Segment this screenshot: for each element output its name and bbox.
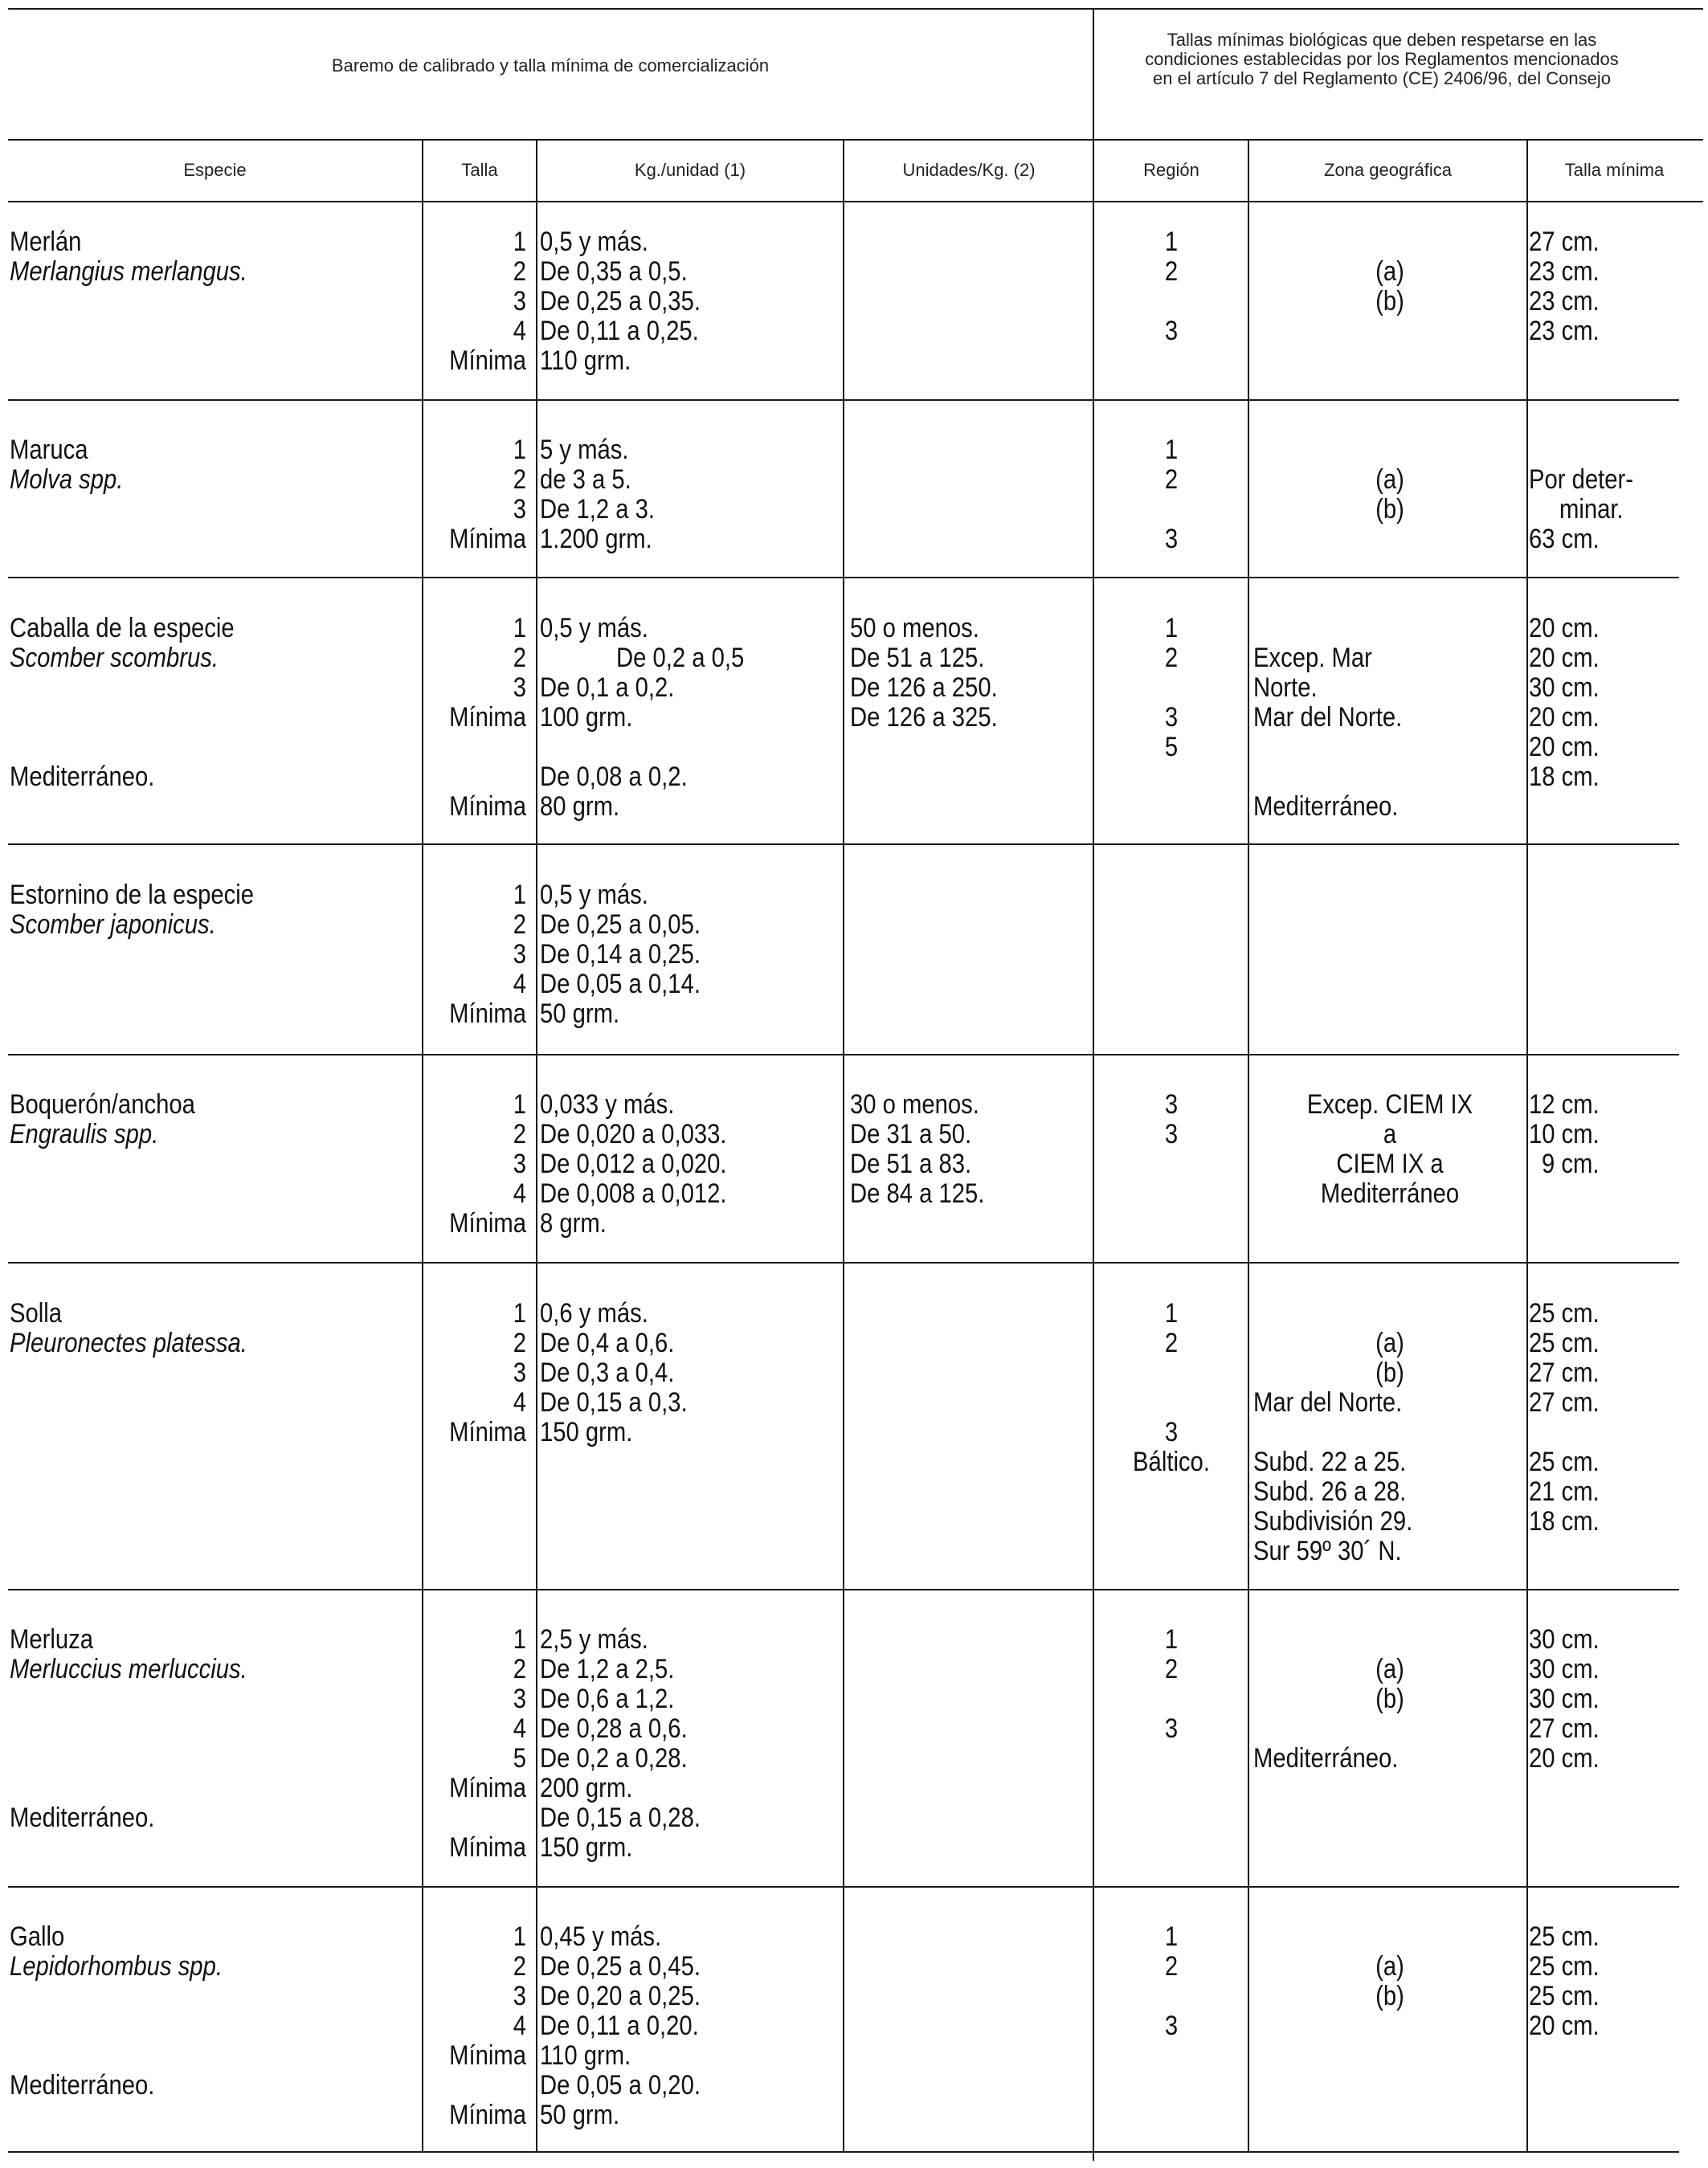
cell-talla: 4 xyxy=(513,969,526,999)
cell-talla: Mínima xyxy=(449,791,526,822)
species-scientific-name: Scomber scombrus. xyxy=(10,643,219,673)
cell-especie: Mediterráneo. xyxy=(10,761,155,792)
cell-region: 3 xyxy=(1164,702,1179,733)
cell-kg: 0,5 y más. xyxy=(540,227,648,257)
column-divider xyxy=(422,139,423,2152)
cell-talla: Mínima xyxy=(449,1773,526,1803)
cell-kg: 50 grm. xyxy=(540,998,620,1029)
cell-region: 3 xyxy=(1164,2011,1179,2041)
cell-kg: De 0,1 a 0,2. xyxy=(540,672,675,703)
cell-region: 1 xyxy=(1164,227,1179,257)
cell-region: 1 xyxy=(1164,435,1179,465)
cell-region: 1 xyxy=(1164,613,1179,643)
cell-kg: De 0,11 a 0,20. xyxy=(540,2011,699,2041)
cell-talla: 2 xyxy=(513,1119,526,1149)
cell-kg: De 0,020 a 0,033. xyxy=(540,1119,727,1149)
cell-zona: Excep. Mar xyxy=(1253,643,1372,673)
cell-kg: 110 grm. xyxy=(540,2040,631,2071)
cell-kg: De 1,2 a 3. xyxy=(540,494,656,525)
cell-talla-min: 9 cm. xyxy=(1542,1149,1600,1179)
cell-talla: 1 xyxy=(513,1089,526,1120)
col-header-unidades-kg: Unidades/Kg. (2) xyxy=(902,160,1036,180)
cell-unidades: De 51 a 125. xyxy=(850,643,985,673)
cell-talla: 4 xyxy=(513,1178,526,1209)
cell-kg: De 0,012 a 0,020. xyxy=(540,1149,727,1179)
cell-kg: 150 grm. xyxy=(540,1417,633,1447)
cell-talla: Mínima xyxy=(449,1208,526,1239)
cell-talla: 2 xyxy=(513,1328,526,1358)
cell-especie: Gallo xyxy=(10,1921,65,1952)
cell-region: 3 xyxy=(1164,1119,1179,1149)
cell-zona: Mediterráneo xyxy=(1320,1178,1460,1209)
cell-especie: Mediterráneo. xyxy=(10,2070,155,2101)
cell-talla-min: 27 cm. xyxy=(1529,1713,1600,1744)
cell-kg: De 0,05 a 0,20. xyxy=(540,2070,701,2101)
cell-talla-min: 25 cm. xyxy=(1529,1921,1600,1952)
cell-talla: 2 xyxy=(513,909,526,940)
cell-kg: De 0,15 a 0,28. xyxy=(540,1803,701,1833)
cell-talla-min: 18 cm. xyxy=(1529,1506,1600,1537)
cell-region: 1 xyxy=(1164,1298,1179,1329)
cell-kg: De 0,15 a 0,3. xyxy=(540,1387,688,1418)
cell-talla: 4 xyxy=(513,316,526,346)
cell-talla: 1 xyxy=(513,227,526,257)
cell-kg: 0,5 y más. xyxy=(540,880,648,910)
cell-unidades: De 84 a 125. xyxy=(850,1178,985,1209)
cell-kg: 0,6 y más. xyxy=(540,1298,648,1329)
species-scientific-name: Engraulis spp. xyxy=(10,1119,159,1149)
cell-talla: 1 xyxy=(513,613,526,643)
cell-unidades: De 126 a 250. xyxy=(850,672,998,703)
header-group-left: Baremo de calibrado y talla mínima de comercialización xyxy=(331,55,770,76)
cell-talla: 3 xyxy=(513,939,526,970)
cell-region: 1 xyxy=(1164,1624,1179,1655)
col-header-talla-minima: Talla mínima xyxy=(1564,160,1665,180)
cell-zona: (a) xyxy=(1375,1654,1404,1684)
cell-kg: 2,5 y más. xyxy=(540,1624,648,1655)
cell-region: 3 xyxy=(1164,316,1179,346)
cell-kg: 80 grm. xyxy=(540,791,620,822)
cell-zona: (b) xyxy=(1375,1981,1404,2011)
col-header-especie: Especie xyxy=(183,160,247,180)
cell-region: 2 xyxy=(1164,1328,1179,1358)
cell-region: 3 xyxy=(1164,1089,1179,1120)
cell-talla-min: 20 cm. xyxy=(1529,702,1600,733)
cell-especie: Maruca xyxy=(10,435,88,465)
col-header-zona-geografica: Zona geográfica xyxy=(1324,160,1452,180)
cell-talla: 1 xyxy=(513,1298,526,1329)
cell-talla-min: 23 cm. xyxy=(1529,316,1600,346)
cell-kg: De 0,25 a 0,35. xyxy=(540,286,701,316)
cell-talla: Mínima xyxy=(449,345,526,376)
cell-talla: 3 xyxy=(513,1358,526,1388)
cell-zona: Mediterráneo. xyxy=(1253,1743,1399,1774)
cell-talla: 2 xyxy=(513,643,526,673)
cell-unidades: De 126 a 325. xyxy=(850,702,998,733)
cell-talla-min: 30 cm. xyxy=(1529,672,1600,703)
col-header-kg-unidad: Kg./unidad (1) xyxy=(634,160,746,180)
cell-kg: De 0,3 a 0,4. xyxy=(540,1358,675,1388)
cell-kg: 200 grm. xyxy=(540,1773,633,1803)
species-scientific-name: Molva spp. xyxy=(10,464,124,495)
cell-talla-min: 25 cm. xyxy=(1529,1981,1600,2011)
cell-region: Báltico. xyxy=(1133,1447,1210,1477)
cell-zona: Subd. 22 a 25. xyxy=(1253,1447,1407,1477)
cell-zona: (a) xyxy=(1375,1328,1404,1358)
cell-region: 3 xyxy=(1164,1713,1179,1744)
cell-region: 2 xyxy=(1164,464,1179,495)
cell-talla-min: 20 cm. xyxy=(1529,613,1600,643)
cell-talla-min: 23 cm. xyxy=(1529,286,1600,316)
cell-talla-min: 30 cm. xyxy=(1529,1624,1600,1655)
cell-zona: Subdivisión 29. xyxy=(1253,1506,1413,1537)
cell-zona: a xyxy=(1383,1119,1397,1149)
cell-talla: 1 xyxy=(513,1921,526,1952)
cell-talla: Mínima xyxy=(449,702,526,733)
cell-kg: De 0,25 a 0,05. xyxy=(540,909,701,940)
cell-kg: De 0,35 a 0,5. xyxy=(540,256,688,287)
cell-talla-min: 27 cm. xyxy=(1529,1358,1600,1388)
cell-especie: Mediterráneo. xyxy=(10,1803,155,1833)
cell-region: 3 xyxy=(1164,1417,1179,1447)
cell-talla-min: 10 cm. xyxy=(1529,1119,1600,1149)
cell-talla: 1 xyxy=(513,435,526,465)
cell-kg: De 0,2 a 0,5 xyxy=(616,643,745,673)
species-scientific-name: Merluccius merluccius. xyxy=(10,1654,247,1684)
cell-kg: De 0,2 a 0,28. xyxy=(540,1743,688,1774)
species-scientific-name: Lepidorhombus spp. xyxy=(10,1951,223,1982)
cell-talla: 4 xyxy=(513,2011,526,2041)
cell-talla: Mínima xyxy=(449,2040,526,2071)
species-scientific-name: Merlangius merlangus. xyxy=(10,256,247,287)
cell-zona: Subd. 26 a 28. xyxy=(1253,1476,1407,1507)
cell-kg: De 0,11 a 0,25. xyxy=(540,316,699,346)
header-group-rule xyxy=(8,139,1703,141)
cell-kg: de 3 a 5. xyxy=(540,464,631,495)
cell-unidades: 30 o menos. xyxy=(850,1089,979,1120)
cell-zona: (b) xyxy=(1375,494,1404,525)
cell-zona: (a) xyxy=(1375,256,1404,287)
cell-talla: Mínima xyxy=(449,1832,526,1863)
cell-talla: 3 xyxy=(513,494,526,525)
cell-talla-min: 25 cm. xyxy=(1529,1298,1600,1329)
cell-talla-min: 27 cm. xyxy=(1529,227,1600,257)
cell-especie: Caballa de la especie xyxy=(10,613,235,643)
cell-talla-min: 21 cm. xyxy=(1529,1476,1600,1507)
cell-region: 5 xyxy=(1164,732,1179,762)
cell-talla-min: 25 cm. xyxy=(1529,1447,1600,1477)
cell-region: 3 xyxy=(1164,524,1179,554)
column-divider xyxy=(1093,8,1094,2161)
cell-zona: (b) xyxy=(1375,286,1404,316)
cell-talla: 3 xyxy=(513,1981,526,2011)
cell-zona: Norte. xyxy=(1253,672,1318,703)
cell-zona: (b) xyxy=(1375,1684,1404,1714)
cell-zona: (a) xyxy=(1375,1951,1404,1982)
cell-kg: 5 y más. xyxy=(540,435,629,465)
cell-kg: De 0,25 a 0,45. xyxy=(540,1951,701,1982)
cell-kg: De 0,14 a 0,25. xyxy=(540,939,701,970)
cell-especie: Merlán xyxy=(10,227,82,257)
cell-talla: Mínima xyxy=(449,524,526,554)
cell-kg: 100 grm. xyxy=(540,702,633,733)
cell-talla-min: 23 cm. xyxy=(1529,256,1600,287)
cell-kg: 0,5 y más. xyxy=(540,613,648,643)
cell-talla-min: minar. xyxy=(1559,494,1624,525)
cell-kg: 110 grm. xyxy=(540,345,631,376)
cell-kg: 0,033 y más. xyxy=(540,1089,675,1120)
cell-talla: 2 xyxy=(513,464,526,495)
cell-zona: Mediterráneo. xyxy=(1253,791,1399,822)
cell-talla-min: 12 cm. xyxy=(1529,1089,1600,1120)
cell-zona: (a) xyxy=(1375,464,1404,495)
col-header-talla: Talla xyxy=(461,160,498,180)
column-divider xyxy=(1248,139,1249,2152)
cell-talla: 5 xyxy=(513,1743,526,1774)
cell-talla-min: 20 cm. xyxy=(1529,732,1600,762)
cell-talla: 1 xyxy=(513,880,526,910)
cell-talla-min: 20 cm. xyxy=(1529,643,1600,673)
cell-zona: Excep. CIEM IX xyxy=(1306,1089,1473,1120)
cell-talla: 4 xyxy=(513,1387,526,1418)
cell-zona: (b) xyxy=(1375,1358,1404,1388)
cell-talla: Mínima xyxy=(449,1417,526,1447)
cell-kg: De 0,4 a 0,6. xyxy=(540,1328,675,1358)
cell-unidades: De 51 a 83. xyxy=(850,1149,972,1179)
cell-talla-min: 30 cm. xyxy=(1529,1654,1600,1684)
cell-kg: De 0,6 a 1,2. xyxy=(540,1684,675,1714)
cell-talla: 2 xyxy=(513,1951,526,1982)
cell-talla-min: 63 cm. xyxy=(1529,524,1600,554)
column-divider xyxy=(843,139,844,2152)
cell-talla: 1 xyxy=(513,1624,526,1655)
cell-kg: De 0,20 a 0,25. xyxy=(540,1981,701,2011)
cell-talla: Mínima xyxy=(449,998,526,1029)
cell-especie: Merluza xyxy=(10,1624,94,1655)
cell-kg: 150 grm. xyxy=(540,1832,633,1863)
cell-talla: 2 xyxy=(513,1654,526,1684)
cell-kg: De 0,28 a 0,6. xyxy=(540,1713,688,1744)
cell-region: 2 xyxy=(1164,1654,1179,1684)
cell-talla-min: 20 cm. xyxy=(1529,2011,1600,2041)
column-divider xyxy=(1526,139,1528,2152)
species-scientific-name: Scomber japonicus. xyxy=(10,909,216,940)
cell-especie: Solla xyxy=(10,1298,63,1329)
cell-kg: De 0,05 a 0,14. xyxy=(540,969,701,999)
cell-kg: 1.200 grm. xyxy=(540,524,652,554)
cell-talla: 2 xyxy=(513,256,526,287)
cell-region: 2 xyxy=(1164,643,1179,673)
cell-talla: 3 xyxy=(513,286,526,316)
cell-talla-min: 18 cm. xyxy=(1529,761,1600,792)
cell-unidades: 50 o menos. xyxy=(850,613,979,643)
cell-talla-min: 25 cm. xyxy=(1529,1328,1600,1358)
cell-kg: De 1,2 a 2,5. xyxy=(540,1654,675,1684)
top-rule xyxy=(8,8,1703,10)
cell-talla: 3 xyxy=(513,672,526,703)
cell-talla-min: 20 cm. xyxy=(1529,1743,1600,1774)
cell-talla-min: 25 cm. xyxy=(1529,1951,1600,1982)
cell-kg: 8 grm. xyxy=(540,1208,607,1239)
cell-kg: De 0,08 a 0,2. xyxy=(540,761,688,792)
cell-talla-min: 30 cm. xyxy=(1529,1684,1600,1714)
cell-zona: CIEM IX a xyxy=(1336,1149,1444,1179)
cell-zona: Mar del Norte. xyxy=(1253,702,1403,733)
cell-talla: 4 xyxy=(513,1713,526,1744)
column-divider xyxy=(536,139,537,2152)
cell-region: 2 xyxy=(1164,256,1179,287)
cell-talla-min: 27 cm. xyxy=(1529,1387,1600,1418)
cell-kg: De 0,008 a 0,012. xyxy=(540,1178,727,1209)
cell-talla: 3 xyxy=(513,1149,526,1179)
cell-zona: Mar del Norte. xyxy=(1253,1387,1403,1418)
cell-kg: 50 grm. xyxy=(540,2100,620,2130)
header-group-right: Tallas mínimas biológicas que deben respetarse en las condiciones establecidas por los Reglamentos mencionados en el artículo 7 del Reglamento (CE) 2406/96, del Consejo xyxy=(1145,30,1619,88)
cell-especie: Boquerón/anchoa xyxy=(10,1089,195,1120)
cell-region: 1 xyxy=(1164,1921,1179,1952)
header-columns-rule xyxy=(8,201,1703,202)
cell-unidades: De 31 a 50. xyxy=(850,1119,972,1149)
species-scientific-name: Pleuronectes platessa. xyxy=(10,1328,247,1358)
cell-especie: Estornino de la especie xyxy=(10,880,254,910)
cell-zona: Sur 59º 30´ N. xyxy=(1253,1536,1402,1566)
cell-talla: 3 xyxy=(513,1684,526,1714)
col-header-region: Región xyxy=(1143,160,1199,180)
cell-kg: 0,45 y más. xyxy=(540,1921,662,1952)
cell-region: 2 xyxy=(1164,1951,1179,1982)
cell-talla: Mínima xyxy=(449,2100,526,2130)
cell-talla-min: Por deter- xyxy=(1529,464,1634,495)
